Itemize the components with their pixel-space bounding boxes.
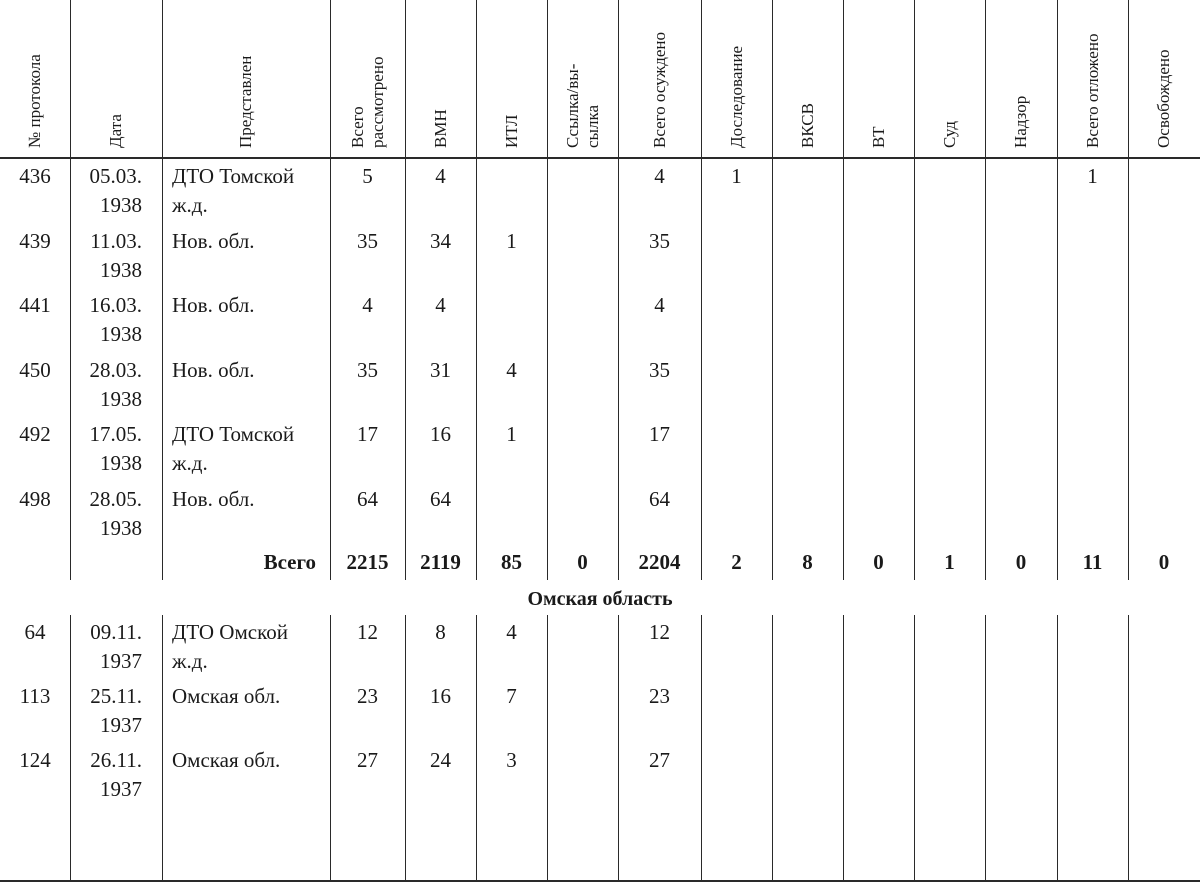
vmn-value: 24: [430, 748, 451, 772]
total-postponed-value: 1: [1087, 164, 1098, 188]
total-convicted-value: 17: [649, 422, 670, 446]
presented-line: ДТО Омской: [172, 620, 288, 644]
protocol-number: 439: [19, 228, 51, 253]
column-header-line: Доследование: [726, 45, 746, 148]
column-header: [701, 0, 772, 158]
vmn-value: 8: [435, 620, 446, 644]
column-header-label: [563, 64, 603, 148]
column-header-line: Всего осуждено: [649, 32, 669, 148]
date-line: 17.05.: [89, 422, 142, 446]
column-header-label: [431, 109, 451, 148]
totals-value: 0: [1015, 550, 1027, 574]
column-header: [772, 0, 843, 158]
date-line: 28.03.: [89, 357, 142, 382]
column-header-label: [869, 127, 889, 149]
column-header-line: Освобождено: [1154, 49, 1173, 148]
column-header: [547, 0, 618, 158]
total-reviewed-value: 17: [357, 422, 378, 446]
date-line: 1937: [100, 649, 142, 673]
column-header-line: Всего: [347, 106, 367, 148]
totals-value: 2: [731, 550, 742, 574]
vmn-value: 4: [435, 293, 446, 317]
column-header: [476, 0, 547, 158]
column-rule: [843, 615, 844, 882]
itl-value: 7: [506, 684, 517, 708]
column-header-label: [106, 114, 126, 148]
column-header-label: [502, 115, 522, 148]
date-line: 28.05.: [89, 486, 142, 511]
totals-value: 85: [501, 550, 522, 574]
date-line: 05.03.: [89, 164, 142, 188]
total-reviewed-value: 27: [357, 748, 378, 772]
total-reviewed-value: 35: [357, 357, 378, 382]
protocol-number: 436: [19, 164, 51, 188]
itl-value: 4: [506, 357, 517, 382]
total-convicted-value: 64: [649, 486, 670, 511]
totals-label: Всего: [263, 550, 316, 574]
column-header: [0, 0, 70, 158]
presented-line: ж.д.: [172, 649, 208, 673]
totals-value: 2215: [346, 550, 389, 574]
total-convicted-value: 4: [654, 293, 665, 317]
date-line: 1938: [100, 515, 142, 540]
column-header: [405, 0, 476, 158]
total-reviewed-value: 4: [362, 293, 373, 317]
column-header-line: Надзор: [1011, 95, 1030, 148]
column-header-line: Суд: [939, 121, 959, 148]
date-line: 1937: [100, 777, 142, 801]
column-header-line: ВКСВ: [797, 103, 817, 148]
itl-value: 1: [506, 228, 517, 253]
column-header: [1128, 0, 1200, 158]
date-line: 26.11.: [90, 748, 142, 772]
protocol-number: 113: [19, 684, 51, 708]
column-header-label: [1083, 34, 1103, 148]
column-header: [985, 0, 1057, 158]
totals-value: 0: [873, 550, 884, 574]
itl-value: 4: [506, 620, 517, 644]
total-reviewed-value: 12: [357, 620, 378, 644]
total-convicted-value: 23: [649, 684, 670, 708]
itl-value: 3: [506, 748, 517, 772]
date-line: 1938: [100, 451, 142, 475]
date-line: 09.11.: [90, 620, 142, 644]
date-line: 25.11.: [90, 684, 142, 708]
column-rule: [1128, 615, 1129, 882]
presented-line: Омская обл.: [172, 748, 281, 772]
date-line: 16.03.: [89, 293, 142, 317]
totals-value: 0: [1158, 550, 1170, 574]
presented-line: Нов. обл.: [172, 486, 255, 511]
column-header-line: ВМН: [430, 109, 450, 148]
presented-line: Омская обл.: [172, 684, 281, 708]
protocol-number: 64: [24, 620, 46, 644]
column-header-label: [236, 56, 256, 148]
vmn-value: 64: [430, 486, 451, 511]
totals-value: 2119: [420, 550, 461, 574]
column-rule: [162, 615, 163, 882]
column-header-line: ИТЛ: [501, 114, 521, 148]
column-header: [330, 0, 405, 158]
column-header-line: № протокола: [25, 54, 44, 148]
date-line: 1938: [100, 322, 142, 346]
column-header-label: [798, 103, 818, 148]
totals-value: 1: [944, 550, 955, 574]
section-title: Омская область: [527, 588, 673, 610]
column-header: [70, 0, 162, 158]
vmn-value: 34: [430, 228, 451, 253]
column-header-label: [348, 57, 388, 148]
column-header-label: [727, 46, 747, 148]
presented-line: ж.д.: [172, 451, 208, 475]
date-line: 1938: [100, 193, 142, 217]
date-line: 1938: [100, 257, 142, 282]
date-line: 1937: [100, 713, 142, 737]
presented-line: Нов. обл.: [172, 293, 255, 317]
column-header-line: Представлен: [236, 55, 255, 148]
total-convicted-value: 35: [649, 357, 670, 382]
column-rule: [772, 615, 773, 882]
itl-value: 1: [506, 422, 517, 446]
totals-value: 8: [802, 550, 813, 574]
vmn-value: 31: [430, 357, 451, 382]
total-reviewed-value: 64: [357, 486, 378, 511]
total-reviewed-value: 5: [362, 164, 373, 188]
presented-line: Нов. обл.: [172, 228, 255, 253]
column-header-line: Дата: [106, 114, 125, 148]
vmn-value: 16: [430, 422, 451, 446]
column-rule: [1057, 615, 1058, 882]
protocol-number: 498: [19, 486, 51, 511]
vmn-value: 16: [430, 684, 451, 708]
date-line: 1938: [100, 386, 142, 411]
presented-line: ж.д.: [172, 193, 208, 217]
total-convicted-value: 35: [649, 228, 670, 253]
total-reviewed-value: 35: [357, 228, 378, 253]
protocol-number: 492: [19, 422, 51, 446]
column-rule: [985, 615, 986, 882]
date-line: 11.03.: [90, 228, 142, 253]
total-convicted-value: 12: [649, 620, 670, 644]
column-header: [162, 0, 330, 158]
column-header-line: ВТ: [868, 126, 888, 148]
total-convicted-value: 27: [649, 748, 670, 772]
reinvestigation-value: 1: [731, 164, 742, 188]
totals-value: 2204: [638, 550, 681, 574]
total-convicted-value: 4: [654, 164, 665, 188]
totals-value: 0: [577, 550, 588, 574]
column-header-label: [940, 121, 960, 148]
column-rule: [547, 615, 548, 882]
column-rule: [701, 615, 702, 882]
total-reviewed-value: 23: [357, 684, 378, 708]
protocol-number: 450: [19, 357, 51, 382]
presented-line: Нов. обл.: [172, 357, 255, 382]
column-header-label: [1154, 50, 1174, 149]
column-header-line: рассмотрено: [367, 56, 387, 148]
column-header-line: Ссылка/вы-: [562, 63, 582, 148]
column-header: [914, 0, 985, 158]
column-rule: [914, 615, 915, 882]
presented-line: ДТО Томской: [172, 422, 295, 446]
column-header-line: Всего отложено: [1082, 33, 1102, 148]
presented-line: ДТО Томской: [172, 164, 295, 188]
column-header-label: [650, 32, 670, 148]
protocol-number: 441: [19, 293, 51, 317]
protocol-number: 124: [19, 748, 51, 772]
column-header-line: сылка: [582, 105, 602, 148]
column-header: [1057, 0, 1128, 158]
column-header-label: [25, 54, 45, 148]
column-header: [843, 0, 914, 158]
totals-value: 11: [1082, 550, 1103, 574]
column-header: [618, 0, 701, 158]
column-header-label: [1011, 96, 1031, 148]
vmn-value: 4: [435, 164, 446, 188]
